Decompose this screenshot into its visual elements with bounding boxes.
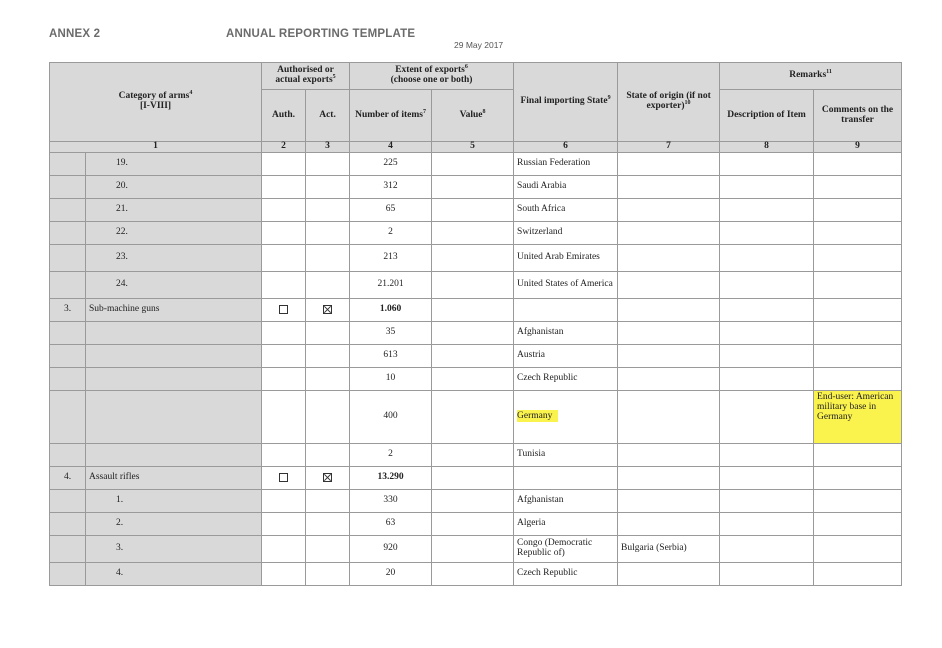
category-index-cell — [50, 512, 86, 535]
table-row — [50, 512, 902, 535]
final-state-cell — [514, 344, 618, 367]
number-items-cell — [350, 390, 432, 443]
category-label-cell — [86, 512, 262, 535]
value-cell — [432, 512, 514, 535]
col-number: 9 — [814, 142, 902, 153]
table-row — [50, 443, 902, 466]
category-index-cell — [50, 244, 86, 271]
auth-checkbox[interactable] — [279, 473, 288, 482]
category-label-cell — [86, 221, 262, 244]
table-row — [50, 175, 902, 198]
auth-cell — [262, 271, 306, 298]
category-label-cell — [86, 562, 262, 585]
category-label-cell — [86, 152, 262, 175]
col-number: 6 — [514, 142, 618, 153]
description-cell — [720, 271, 814, 298]
number-items-cell — [350, 535, 432, 562]
final-state-cell — [514, 466, 618, 489]
comments-cell — [814, 244, 902, 271]
number-items-cell — [350, 221, 432, 244]
description-cell — [720, 221, 814, 244]
col-number: 2 — [262, 142, 306, 153]
description-cell — [720, 152, 814, 175]
number-items-cell — [350, 489, 432, 512]
final-state-cell — [514, 367, 618, 390]
category-index-cell — [50, 489, 86, 512]
comments-cell — [814, 367, 902, 390]
final-state-value: Algeria — [517, 517, 546, 528]
col-number: 4 — [350, 142, 432, 153]
state-origin-cell — [618, 535, 720, 562]
category-index-cell — [50, 562, 86, 585]
number-items-value: 2 — [388, 448, 393, 459]
value-cell — [432, 443, 514, 466]
value-cell — [432, 535, 514, 562]
category-label-cell — [86, 344, 262, 367]
item-label: 21. — [116, 203, 128, 214]
state-origin-cell — [618, 244, 720, 271]
category-index-cell — [50, 271, 86, 298]
state-origin-cell — [618, 198, 720, 221]
final-state-value: Russian Federation — [517, 157, 591, 168]
auth-cell — [262, 466, 306, 489]
act-cell — [306, 321, 350, 344]
value-cell — [432, 466, 514, 489]
state-origin-cell — [618, 367, 720, 390]
number-items-value: 21.201 — [377, 278, 404, 289]
act-cell — [306, 367, 350, 390]
table-row — [50, 244, 902, 271]
final-state-cell — [514, 321, 618, 344]
col-header-auth: Auth. — [262, 90, 306, 142]
auth-cell — [262, 175, 306, 198]
col-header-comments: Comments on the transfer — [814, 90, 902, 142]
value-cell — [432, 321, 514, 344]
value-cell — [432, 244, 514, 271]
number-items-value: 613 — [383, 349, 398, 360]
item-label: 2. — [116, 517, 124, 528]
final-state-value: Austria — [517, 349, 545, 360]
item-label: 24. — [116, 278, 128, 289]
comments-cell — [814, 271, 902, 298]
category-name: Sub-machine guns — [89, 303, 160, 314]
act-cell — [306, 175, 350, 198]
number-items-cell — [350, 298, 432, 321]
number-items-cell — [350, 175, 432, 198]
col-header-value: Value$^8$ — [432, 90, 514, 142]
number-items-cell — [350, 271, 432, 298]
final-state-cell — [514, 244, 618, 271]
description-cell — [720, 175, 814, 198]
act-cell — [306, 152, 350, 175]
final-state-cell — [514, 512, 618, 535]
comments-cell — [814, 298, 902, 321]
act-cell — [306, 344, 350, 367]
act-cell — [306, 221, 350, 244]
comments-cell — [814, 152, 902, 175]
col-number: 5 — [432, 142, 514, 153]
value-cell — [432, 198, 514, 221]
category-index-cell — [50, 390, 86, 443]
number-items-value: 213 — [383, 251, 398, 262]
final-state-cell — [514, 271, 618, 298]
value-cell — [432, 152, 514, 175]
state-origin-cell — [618, 344, 720, 367]
state-origin-cell — [618, 152, 720, 175]
category-index: 4. — [63, 471, 72, 482]
table-row — [50, 562, 902, 585]
value-cell — [432, 390, 514, 443]
col-header-extent: Extent of exports$^6$ (choose one or both) — [350, 63, 514, 90]
category-index-cell — [50, 367, 86, 390]
state-origin-cell — [618, 466, 720, 489]
description-cell — [720, 321, 814, 344]
act-cell — [306, 298, 350, 321]
number-items-cell — [350, 562, 432, 585]
act-cell — [306, 271, 350, 298]
auth-cell — [262, 321, 306, 344]
item-label: 19. — [116, 157, 128, 168]
number-items-value: 1.060 — [379, 303, 402, 314]
category-label-cell — [86, 443, 262, 466]
category-name: Assault rifles — [89, 471, 140, 482]
col-number: 3 — [306, 142, 350, 153]
item-label: 22. — [116, 226, 128, 237]
table-row — [50, 321, 902, 344]
comments-cell — [814, 321, 902, 344]
number-items-value: 225 — [383, 157, 398, 168]
auth-cell — [262, 344, 306, 367]
category-row — [50, 466, 902, 489]
final-state-cell — [514, 221, 618, 244]
comments-cell — [814, 390, 902, 443]
item-label: 4. — [116, 567, 124, 578]
auth-cell — [262, 221, 306, 244]
number-items-value: 65 — [385, 203, 396, 214]
table-row — [50, 198, 902, 221]
table-row — [50, 390, 902, 443]
number-items-value: 330 — [383, 494, 398, 505]
final-state-cell — [514, 390, 618, 443]
col-header-remarks: Remarks$^{11}$ — [720, 63, 902, 90]
number-items-cell — [350, 321, 432, 344]
final-state-value: South Africa — [517, 203, 566, 214]
number-items-cell — [350, 344, 432, 367]
auth-cell — [262, 489, 306, 512]
category-index-cell — [50, 152, 86, 175]
category-label-cell — [86, 198, 262, 221]
state-origin-cell — [618, 443, 720, 466]
table-row — [50, 152, 902, 175]
auth-cell — [262, 390, 306, 443]
comments-cell — [814, 443, 902, 466]
final-state-cell — [514, 562, 618, 585]
state-origin-cell — [618, 321, 720, 344]
number-items-value: 10 — [385, 372, 396, 383]
act-cell — [306, 466, 350, 489]
number-items-value: 920 — [383, 542, 398, 553]
value-cell — [432, 344, 514, 367]
reporting-table — [49, 62, 902, 586]
category-row — [50, 298, 902, 321]
category-index: 3. — [63, 303, 72, 314]
final-state-value: Congo (Democratic Republic of) — [517, 538, 593, 558]
table-row — [50, 489, 902, 512]
category-label-cell — [86, 489, 262, 512]
comment-value: End-user: American military base in Germany — [817, 391, 894, 422]
value-cell — [432, 221, 514, 244]
category-index-cell — [50, 298, 86, 321]
state-origin-cell — [618, 489, 720, 512]
description-cell — [720, 535, 814, 562]
category-label-cell — [86, 321, 262, 344]
auth-cell — [262, 562, 306, 585]
act-cell — [306, 443, 350, 466]
description-cell — [720, 562, 814, 585]
col-header-final-state: Final importing State$^9$ — [514, 63, 618, 142]
table-row — [50, 535, 902, 562]
description-cell — [720, 367, 814, 390]
col-header-number-items: Number of items$^7$ — [350, 90, 432, 142]
category-label-cell — [86, 535, 262, 562]
act-cell — [306, 512, 350, 535]
col-number: 8 — [720, 142, 814, 153]
auth-cell — [262, 535, 306, 562]
description-cell — [720, 443, 814, 466]
category-index-cell — [50, 344, 86, 367]
comments-cell — [814, 175, 902, 198]
number-items-value: 400 — [383, 410, 398, 421]
comments-cell — [814, 535, 902, 562]
final-state-cell — [514, 489, 618, 512]
number-items-value: 312 — [383, 180, 398, 191]
col-header-auth-actual: Authorised or actual exports$^5$ — [262, 63, 350, 90]
item-label: 20. — [116, 180, 128, 191]
category-index-cell — [50, 175, 86, 198]
number-items-cell — [350, 367, 432, 390]
category-index-cell — [50, 221, 86, 244]
auth-cell — [262, 198, 306, 221]
col-header-description: Description of Item — [720, 90, 814, 142]
number-items-value: 13.290 — [377, 471, 404, 482]
comments-cell — [814, 512, 902, 535]
auth-cell — [262, 298, 306, 321]
state-origin-cell — [618, 221, 720, 244]
col-header-category: Category of arms$^4$ [I-VIII] — [50, 63, 262, 142]
category-index-cell — [50, 443, 86, 466]
final-state-value: Tunisia — [517, 448, 546, 459]
value-cell — [432, 562, 514, 585]
number-items-cell — [350, 466, 432, 489]
category-label-cell — [86, 175, 262, 198]
category-label-cell — [86, 466, 262, 489]
final-state-cell — [514, 175, 618, 198]
value-cell — [432, 271, 514, 298]
comments-cell — [814, 562, 902, 585]
final-state-value: Switzerland — [517, 226, 563, 237]
state-origin-cell — [618, 512, 720, 535]
annex-label: ANNEX 2 — [49, 28, 101, 40]
number-items-value: 2 — [388, 226, 393, 237]
act-cell — [306, 489, 350, 512]
description-cell — [720, 512, 814, 535]
number-items-cell — [350, 512, 432, 535]
comments-cell — [814, 344, 902, 367]
act-cell — [306, 390, 350, 443]
act-cell — [306, 244, 350, 271]
act-cell — [306, 562, 350, 585]
final-state-cell — [514, 443, 618, 466]
description-cell — [720, 244, 814, 271]
auth-cell — [262, 244, 306, 271]
auth-cell — [262, 443, 306, 466]
document-date: 29 May 2017 — [454, 40, 504, 50]
table-row — [50, 221, 902, 244]
final-state-value: Czech Republic — [517, 567, 578, 578]
auth-cell — [262, 367, 306, 390]
final-state-value: United Arab Emirates — [517, 251, 600, 262]
act-checkbox[interactable] — [323, 305, 332, 314]
state-origin-value: Bulgaria (Serbia) — [621, 542, 687, 553]
col-header-state-origin: State of origin (if not exporter)$^{10}$ — [618, 63, 720, 142]
description-cell — [720, 390, 814, 443]
number-items-value: 35 — [385, 326, 396, 337]
act-cell — [306, 535, 350, 562]
auth-checkbox[interactable] — [279, 305, 288, 314]
category-index-cell — [50, 198, 86, 221]
item-label: 23. — [116, 251, 128, 262]
final-state-value: Afghanistan — [517, 326, 564, 337]
value-cell — [432, 489, 514, 512]
final-state-cell — [514, 152, 618, 175]
state-origin-cell — [618, 175, 720, 198]
template-title: ANNUAL REPORTING TEMPLATE — [226, 28, 416, 40]
category-index-cell — [50, 535, 86, 562]
auth-cell — [262, 512, 306, 535]
auth-cell — [262, 152, 306, 175]
category-index-cell — [50, 466, 86, 489]
act-checkbox[interactable] — [323, 473, 332, 482]
comments-cell — [814, 489, 902, 512]
item-label: 1. — [116, 494, 124, 505]
comments-cell — [814, 221, 902, 244]
number-items-cell — [350, 152, 432, 175]
description-cell — [720, 198, 814, 221]
category-label-cell — [86, 367, 262, 390]
state-origin-cell — [618, 390, 720, 443]
state-origin-cell — [618, 271, 720, 298]
final-state-cell — [514, 298, 618, 321]
col-header-act: Act. — [306, 90, 350, 142]
table-row — [50, 271, 902, 298]
number-items-cell — [350, 198, 432, 221]
number-items-cell — [350, 244, 432, 271]
category-label-cell — [86, 244, 262, 271]
description-cell — [720, 344, 814, 367]
item-label: 3. — [116, 542, 124, 553]
category-label-cell — [86, 390, 262, 443]
final-state-cell — [514, 198, 618, 221]
number-items-value: 20 — [385, 567, 396, 578]
description-cell — [720, 298, 814, 321]
final-state-value: Germany — [517, 410, 558, 422]
comments-cell — [814, 466, 902, 489]
value-cell — [432, 175, 514, 198]
table-row — [50, 344, 902, 367]
number-items-value: 63 — [385, 517, 396, 528]
col-number: 7 — [618, 142, 720, 153]
table-row — [50, 367, 902, 390]
number-items-cell — [350, 443, 432, 466]
final-state-value: United States of America — [517, 278, 613, 289]
description-cell — [720, 466, 814, 489]
description-cell — [720, 489, 814, 512]
final-state-cell — [514, 535, 618, 562]
final-state-value: Czech Republic — [517, 372, 578, 383]
act-cell — [306, 198, 350, 221]
final-state-value: Afghanistan — [517, 494, 564, 505]
category-label-cell — [86, 298, 262, 321]
state-origin-cell — [618, 298, 720, 321]
category-label-cell — [86, 271, 262, 298]
comments-cell — [814, 198, 902, 221]
value-cell — [432, 298, 514, 321]
col-number: 1 — [50, 142, 262, 153]
state-origin-cell — [618, 562, 720, 585]
value-cell — [432, 367, 514, 390]
final-state-value: Saudi Arabia — [517, 180, 567, 191]
category-index-cell — [50, 321, 86, 344]
